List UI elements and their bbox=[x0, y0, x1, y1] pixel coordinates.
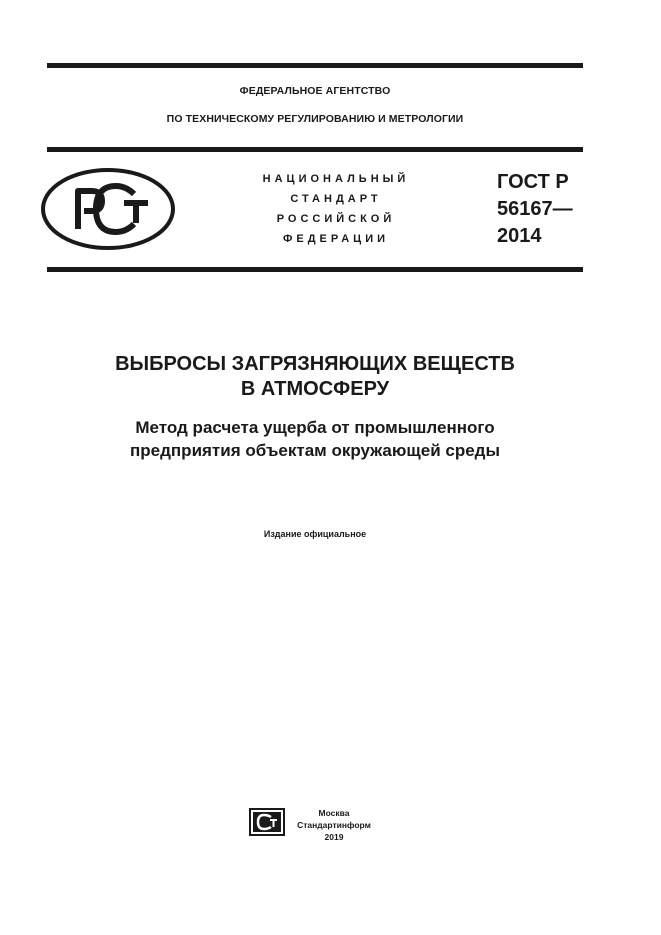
document-title-line1: ВЫБРОСЫ ЗАГРЯЗНЯЮЩИХ ВЕЩЕСТВ bbox=[115, 353, 515, 375]
standard-type-line1: НАЦИОНАЛЬНЫЙ bbox=[262, 173, 410, 185]
agency-name-line1: ФЕДЕРАЛЬНОЕ АГЕНТСТВО bbox=[239, 85, 391, 97]
standard-type-line2: СТАНДАРТ bbox=[290, 193, 382, 205]
rst-certification-mark-icon bbox=[40, 167, 176, 251]
edition-label: Издание официальное bbox=[263, 529, 367, 539]
top-rule bbox=[47, 63, 583, 68]
gost-designation-line3: 2014 bbox=[497, 225, 542, 247]
standard-type-line4: ФЕДЕРАЦИИ bbox=[282, 233, 390, 245]
agency-name-line2: ПО ТЕХНИЧЕСКОМУ РЕГУЛИРОВАНИЮ И МЕТРОЛОГИИ bbox=[166, 113, 464, 125]
document-title-line2: В АТМОСФЕРУ bbox=[240, 378, 390, 400]
document-subtitle-line1: Метод расчета ущерба от промышленного bbox=[135, 418, 495, 437]
gost-designation-line1: ГОСТ Р bbox=[497, 171, 569, 193]
standard-type-line3: РОССИЙСКОЙ bbox=[276, 213, 396, 225]
gost-designation-line2: 56167— bbox=[497, 198, 573, 220]
publication-year: 2019 bbox=[324, 832, 344, 842]
standard-block-bottom-rule bbox=[47, 267, 583, 272]
publisher-name: Стандартинформ bbox=[297, 820, 371, 830]
publisher-city: Москва bbox=[318, 808, 350, 818]
standard-block-top-rule bbox=[47, 147, 583, 152]
standartinform-logo-icon bbox=[249, 808, 285, 836]
document-subtitle-line2: предприятия объектам окружающей среды bbox=[130, 441, 500, 460]
